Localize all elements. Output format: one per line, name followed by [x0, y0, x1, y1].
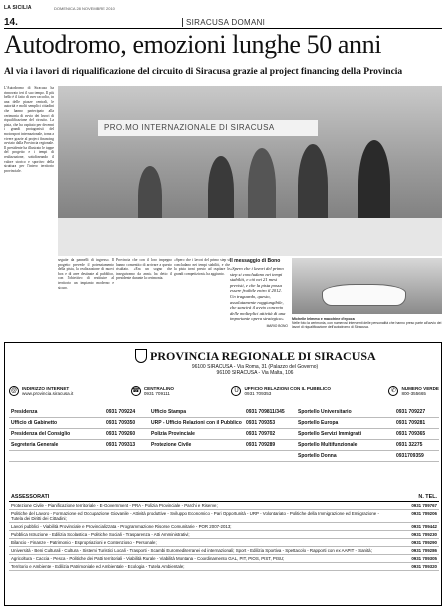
quote-author: MARIO BONO	[266, 323, 288, 328]
contact-numero-verde[interactable]: ✆ NUMERO VERDE 800-355665	[388, 386, 439, 397]
photo-person	[138, 166, 162, 226]
page-number: 14.	[4, 17, 18, 28]
table-row: Sportello Donna 0931709359	[9, 451, 439, 462]
contacts-bar	[9, 381, 439, 401]
ad-address: 96100 SIRACUSA - Via Roma, 31 (Palazzo del Governo) 96100 SIRACUSA - Via Malta, 106	[191, 364, 319, 376]
ceremony-photo	[58, 86, 442, 256]
green-number-icon: ✆	[388, 386, 398, 396]
contact-centralino[interactable]: ☎ CENTRALINO 0931 709111	[132, 385, 174, 396]
photo-table	[58, 218, 442, 256]
article-column-2: seguite da pannelli di ingresso. Il progetto prevede il potenziamento della pista, la realizzazione di nuovi box e di aree destinate al pubblico, con l'obiettivo di restituire al territorio un impianto moderno e sicuro.	[58, 258, 114, 290]
table-row: Università - Beni Culturali - Cultura - Sistemi Turistici Locali - Trasporti - Scambi Euromediterranei ed internazionali; Sport - Edilizia Sportiva - Spettacolo - Rapporti con ex AAPIT - Sanità; 0931 709286	[11, 548, 437, 553]
assessorati-table	[9, 493, 439, 571]
table-row: Presidenza 0931 709224 Ufficio Stampa 0931 709811/345 Sportello Universitario 0931 709227	[9, 407, 439, 418]
urp-icon: U	[231, 386, 241, 396]
assessorati-header: ASSESSORATI N. TEL.	[11, 494, 437, 500]
quote-title: Il messaggio di Bono	[230, 258, 281, 264]
phone-icon: ☎	[132, 388, 140, 394]
masthead	[4, 4, 442, 13]
caption-text: Nelle foto la cerimonia, con numerosi interventi delle personalità che hanno preso parte all'avvio dei lavori di riqualificazione dell'autodromo di Siracusa.	[292, 321, 442, 330]
deck: Al via i lavori di riqualificazione del circuito di Siracusa grazie al project financing della Provincia	[4, 67, 403, 77]
vintage-car-shape	[322, 284, 406, 306]
photo-banner: PRO.MO INTERNAZIONALE DI SIRACUSA	[98, 120, 318, 136]
table-row: Politiche del Lavoro - Formazione ed Occupazione Giovanile - Attività produttive - Sviluppo Economico - Pari Opportunità - URP - Volontariato - Politiche della Immigrazione ed Emigrazione - Tutela dei Diritti dei Cittadini; 0931 709206	[11, 511, 437, 521]
photo-person	[208, 156, 234, 226]
article-column-3: Provincia che con il loro impegno hanno consentito di arrivare a questo risultato. «Era un sogno che inseguivamo da anni» ha detto il presidente durante la cerimonia.	[116, 258, 172, 281]
www-icon: @	[10, 388, 18, 394]
article-column-1: L'Autodromo di Siracusa ha rinnovato ieri il suo tempo. Il più bello è il fatto di aver raccolto, in una delle piazze centrali, le autorità e molti semplici cittadini che hanno partecipato alla cerimonia di avvio dei lavori di riqualificazione del circuito. La pista, che ha ospitato per decenni i grandi protagonisti del motorsport internazionale, torna a vivere grazie al project financing avviato dalla Provincia regionale. Il presidente ha illustrato le tappe del progetto e i tempi di realizzazione, sottolineando il valore storico e sportivo della struttura per l'intero territorio provinciale.	[4, 86, 54, 173]
quote-box	[230, 258, 288, 338]
section-label: SIRACUSA DOMANI	[182, 18, 265, 27]
header-rule	[4, 28, 442, 29]
photo-person	[248, 148, 276, 228]
caption-title: Michelle Ielmmo e macchine d'epoca	[292, 317, 355, 321]
table-row: Presidenza del Consiglio 0931 709260 Polizia Provinciale 0931 709702 Sportello Servizi Immigrati 0931 709365	[9, 429, 439, 440]
contact-urp[interactable]: U UFFICIO RELAZIONI CON IL PUBBLICO 0931 709353	[231, 386, 330, 397]
table-row: Ufficio di Gabinetto 0931 709350 URP - Ufficio Relazioni con il Pubblico 0931 709353 Sportello Europa 0931 709281	[9, 418, 439, 429]
table-row: Territorio e Ambiente - Edilizia Patrimoniale ed Ambientale - Ecologia - Tutela Ambientale; 0931 709320	[11, 564, 437, 569]
table-row: Segreteria Generale 0931 709313 Protezione Civile 0931 709289 Sportello Multifunzionale 0931 32275	[9, 440, 439, 451]
masthead-date: DOMENICA 28 NOVEMBRE 2010	[54, 6, 115, 11]
article-column-4: «Spero che i lavori del primo step si concludano nei tempi stabiliti, e che la pista torni presto ad ospitare le grandi competizioni» ha aggiunto.	[174, 258, 230, 276]
photo-person	[298, 144, 328, 228]
masthead-brand: LA SICILIA	[4, 5, 32, 11]
photo-person	[358, 140, 390, 230]
table-row: Protezione Civile - Pianificazione territoriale - E-Government - PRA - Polizia Provinciale - Parchi e Riserve; 0931 709767	[11, 503, 437, 508]
quote-text: «Spero che i lavori del primo step si concludano nei tempi stabiliti, e ciò nei 21 mesi previsti, e che la pista possa essere fruibile entro il 2012. Un traguardo, questo, assolutamente raggiungibile, che sancirà il avvio concreto delle molteplici attività di una importante opera strategica»	[230, 266, 286, 322]
province-advertisement	[4, 342, 442, 606]
table-row: Agricoltura - Caccia - Pesca - Politiche dei Patti territoriali - Viabilità Rurale - Viabilità Montana - Coordinamento GAL, PIT, PIOS, PIST, PISU; 0931 709305	[11, 556, 437, 561]
ad-title: PROVINCIA REGIONALE DI SIRACUSA	[150, 349, 376, 363]
crest-icon	[135, 349, 147, 363]
offices-table	[9, 407, 439, 462]
car-photo	[292, 258, 442, 314]
photo-caption	[292, 317, 442, 330]
contact-internet[interactable]: @ INDIRIZZO INTERNET www.provincia.siracusa.it	[10, 385, 74, 396]
table-row: Bilancio - Finanze - Patrimonio - Espropriazioni e Contenzioso - Personale; 0931 709290	[11, 540, 437, 545]
headline: Autodromo, emozioni lunghe 50 anni	[4, 30, 382, 59]
table-row: Lavori pubblici - Viabilità Provinciale e Provincializzata - Programmazione Risorse Comunitarie - POR 2007-2013; 0931 709442	[11, 524, 437, 529]
table-row: Pubblica Istruzione - Edilizia Scolastica - Politiche Sociali - Trasparenza - Atti Amministrativi; 0931 709230	[11, 532, 437, 537]
